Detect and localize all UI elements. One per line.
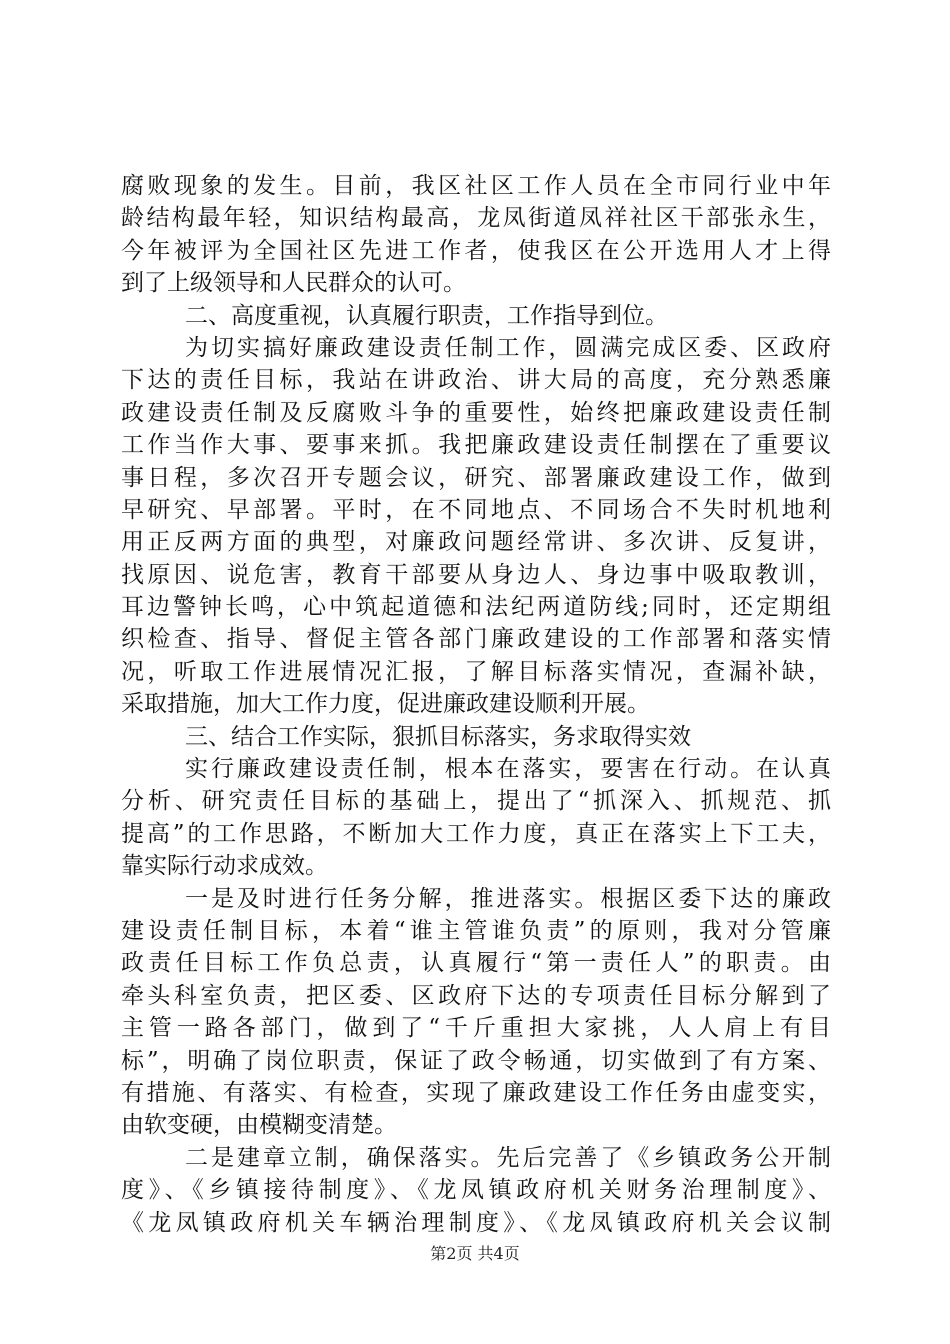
text-line: 政责任目标工作负总责，认真履行“第一责任人”的职责。由 bbox=[121, 950, 831, 977]
text-line: 工作当作大事、要事来抓。我把廉政建设责任制摆在了重要议 bbox=[121, 432, 831, 459]
text-line: 由软变硬，由模糊变清楚。 bbox=[121, 1112, 397, 1139]
text-line: 三、结合工作实际，狠抓目标落实，务求取得实效 bbox=[185, 723, 691, 750]
text-line: 用正反两方面的典型，对廉政问题经常讲、多次讲、反复讲， bbox=[121, 529, 831, 556]
text-line: 早研究、早部署。平时，在不同地点、不同场合不失时机地利 bbox=[121, 496, 831, 523]
text-line: 今年被评为全国社区先进工作者，使我区在公开选用人才上得 bbox=[121, 237, 831, 264]
text-line: 靠实际行动求成效。 bbox=[121, 853, 328, 880]
text-line: 事日程，多次召开专题会议，研究、部署廉政建设工作，做到 bbox=[121, 464, 831, 491]
text-line: 找原因、说危害，教育干部要从身边人、身边事中吸取教训， bbox=[121, 561, 831, 588]
text-line: 分析、研究责任目标的基础上，提出了“抓深入、抓规范、抓 bbox=[121, 788, 831, 815]
text-line: 龄结构最年轻，知识结构最高，龙凤街道凤祥社区干部张永生， bbox=[121, 205, 831, 232]
text-line: 耳边警钟长鸣，心中筑起道德和法纪两道防线;同时，还定期组 bbox=[121, 594, 831, 621]
text-line: 牵头科室负责，把区委、区政府下达的专项责任目标分解到了 bbox=[121, 982, 831, 1009]
text-line: 提高”的工作思路，不断加大工作力度，真正在落实上下工夫， bbox=[121, 820, 831, 847]
body-text bbox=[121, 170, 831, 1239]
text-line: 度》、《乡镇接待制度》、《龙凤镇政府机关财务治理制度》、 bbox=[121, 1177, 831, 1204]
text-line: 建设责任制目标，本着“谁主管谁负责”的原则，我对分管廉 bbox=[121, 917, 831, 944]
text-line: 下达的责任目标，我站在讲政治、讲大局的高度，充分熟悉廉 bbox=[121, 367, 831, 394]
text-line: 到了上级领导和人民群众的认可。 bbox=[121, 270, 466, 297]
text-line: 政建设责任制及反腐败斗争的重要性，始终把廉政建设责任制 bbox=[121, 399, 831, 426]
text-line: 主管一路各部门，做到了“千斤重担大家挑，人人肩上有目 bbox=[121, 1015, 831, 1042]
text-line: 二、高度重视，认真履行职责，工作指导到位。 bbox=[185, 302, 668, 329]
text-line: 腐败现象的发生。目前，我区社区工作人员在全市同行业中年 bbox=[121, 173, 831, 199]
text-line: 有措施、有落实、有检查，实现了廉政建设工作任务由虚变实， bbox=[121, 1079, 831, 1106]
text-line: 采取措施，加大工作力度，促进廉政建设顺利开展。 bbox=[121, 691, 650, 718]
text-line: 二是建章立制，确保落实。先后完善了《乡镇政务公开制 bbox=[185, 1144, 831, 1171]
text-line: 《龙凤镇政府机关车辆治理制度》、《龙凤镇政府机关会议制 bbox=[121, 1209, 831, 1236]
text-line: 为切实搞好廉政建设责任制工作，圆满完成区委、区政府 bbox=[185, 334, 831, 361]
page-footer: 第2页 共4页 bbox=[430, 1244, 520, 1263]
text-line: 织检查、指导、督促主管各部门廉政建设的工作部署和落实情 bbox=[121, 626, 831, 653]
text-line: 标”，明确了岗位职责，保证了政令畅通，切实做到了有方案、 bbox=[121, 1047, 831, 1074]
text-line: 实行廉政建设责任制，根本在落实，要害在行动。在认真 bbox=[185, 756, 831, 783]
text-line: 况，听取工作进展情况汇报，了解目标落实情况，查漏补缺， bbox=[121, 658, 831, 685]
text-line: 一是及时进行任务分解，推进落实。根据区委下达的廉政 bbox=[185, 885, 831, 912]
